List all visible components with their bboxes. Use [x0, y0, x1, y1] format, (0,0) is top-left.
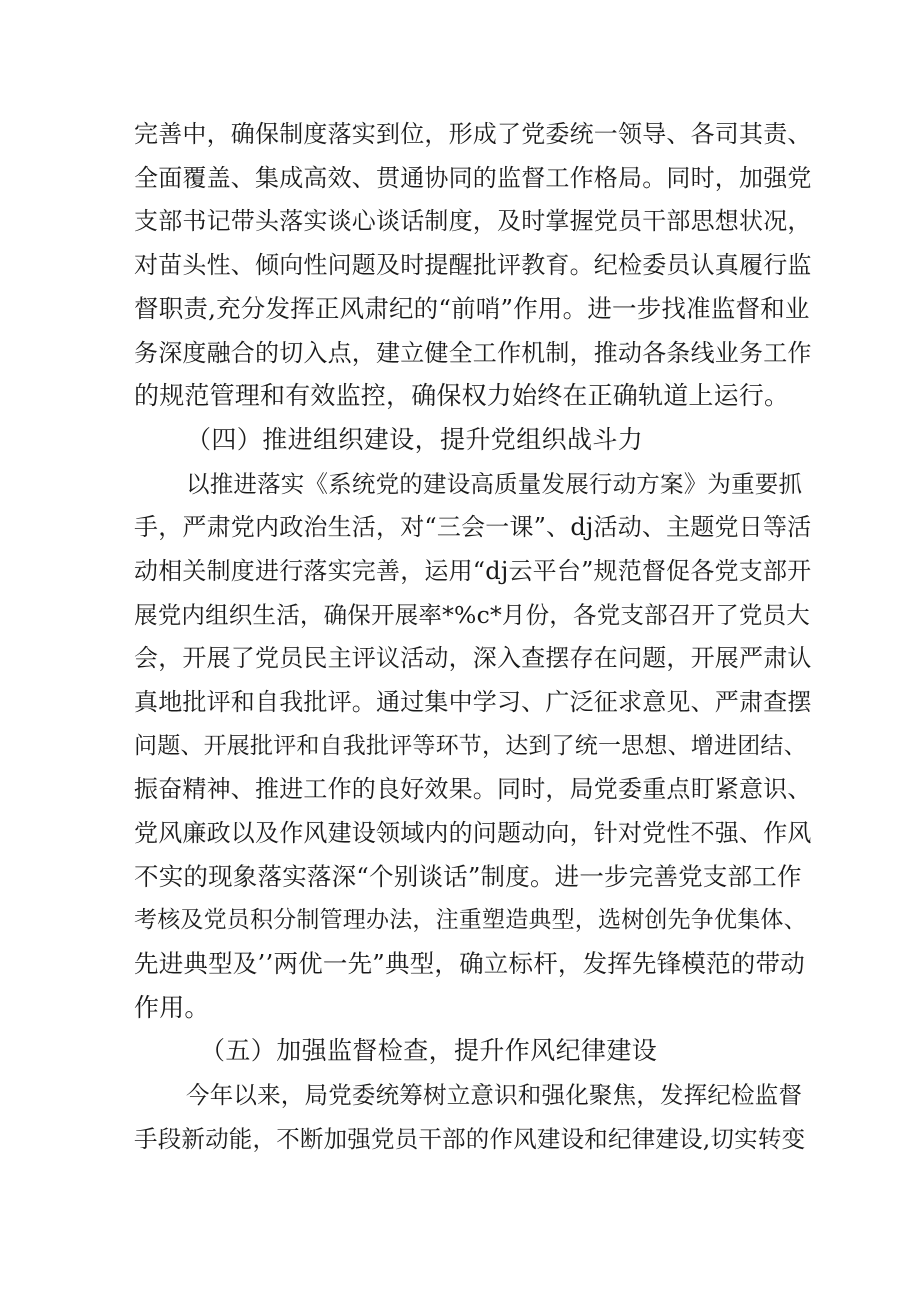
paragraph-line: 考核及党员积分制管理办法，注重塑造典型，选树创先争优集体、	[134, 907, 807, 933]
paragraph-line: 今年以来，局党委统筹树立意识和强化聚焦，发挥纪检监督	[186, 1081, 803, 1109]
paragraph-line: 督职责,充分发挥正风肃纪的“前哨”作用。进一步找准监督和业	[134, 294, 810, 323]
paragraph-line: 展党内组织生活，确保开展率*%c*月份，各党支部召开了党员大	[134, 601, 810, 629]
paragraph-line: 手段新动能，不断加强党员干部的作风建设和纪律建设,切实转变	[134, 1125, 806, 1153]
paragraph-line: 以推进落实《系统党的建设高质量发展行动方案》为重要抓	[186, 470, 803, 498]
paragraph-line: 支部书记带头落实谈心谈话制度，及时掌握党员干部思想状况，	[134, 207, 812, 235]
section-heading: （五）加强监督检查，提升作风纪律建设	[200, 1036, 658, 1065]
paragraph-line: 务深度融合的切入点，建立健全工作机制，推动各条线业务工作	[134, 339, 812, 367]
paragraph-line: 先进典型及’’两优一先”典型，确立标杆，发挥先锋模范的带动	[134, 949, 805, 978]
paragraph-line: 的规范管理和有效监控，确保权力始终在正确轨道上运行。	[134, 381, 790, 410]
paragraph-line: 不实的现象落实落深“个别谈话”制度。进一步完善党支部工作	[134, 862, 802, 891]
paragraph-line: 振奋精神、推进工作的良好效果。同时，局党委重点盯紧意识、	[134, 775, 812, 803]
paragraph-line: 手，严肃党内政治生活，对“三会一课”、dj活动、主题党日等活	[134, 513, 812, 541]
paragraph-line: 党风廉政以及作风建设领域内的问题动向，针对党性不强、作风	[134, 819, 812, 847]
paragraph-line: 对苗头性、倾向性问题及时提醒批评教育。纪检委员认真履行监	[134, 251, 812, 279]
paragraph-line: 动相关制度进行落实完善，运用“dj云平台”规范督促各党支部开	[134, 557, 812, 585]
paragraph-line: 作用。	[134, 993, 210, 1022]
paragraph-line: 会，开展了党员民主评议活动，深入查摆存在问题，开展严肃认	[134, 644, 812, 672]
paragraph-line: 完善中，确保制度落实到位，形成了党委统一领导、各司其责、	[134, 120, 812, 148]
paragraph-line: 真地批评和自我批评。通过集中学习、广泛征求意见、严肃查摆	[134, 688, 812, 716]
section-heading: （四）推进组织建设，提升党组织战斗力	[186, 425, 644, 454]
paragraph-line: 全面覆盖、集成高效、贯通协同的监督工作格局。同时，加强党	[134, 164, 812, 192]
paragraph-line: 问题、开展批评和自我批评等环节，达到了统一思想、增进团结、	[134, 733, 807, 759]
